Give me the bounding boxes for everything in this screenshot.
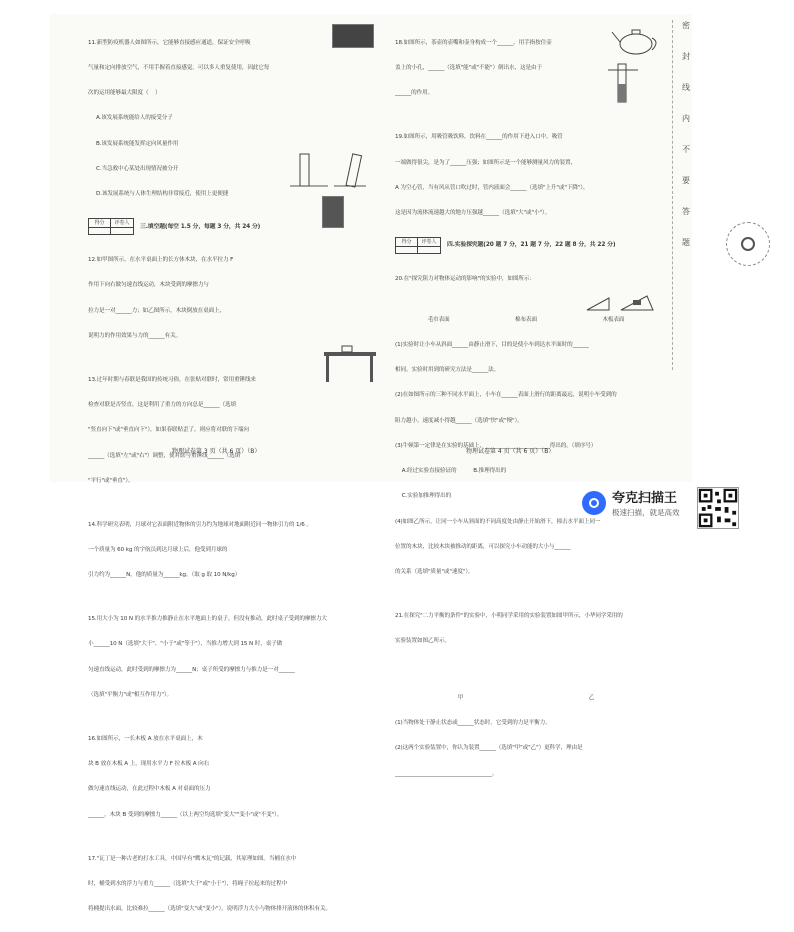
question-11-stem: 11.新型防疫机器人如图所示，它能够直接感应通道，保证安全呼吸 bbox=[88, 39, 251, 46]
binding-char: 线 bbox=[682, 83, 690, 92]
balance-figures bbox=[395, 662, 657, 702]
block-figure bbox=[288, 148, 368, 190]
binding-hole-icon bbox=[726, 222, 770, 266]
question-13-line: 检查对联是否竖直，这是利用了重力的方向总是______（选填 bbox=[88, 402, 237, 409]
question-17-stem: 17."瓦丁是一种古老的打水工具，中国早有"鹰木瓦"的记载，其原理如图。当桶在水中 bbox=[88, 855, 297, 862]
question-20-line: (2)在如图所示的三种不同水平面上，小车在______表面上滑行的距离最远，说明小车受到的 bbox=[395, 392, 617, 399]
question-20-line: 位置的木块，比较木块被推动的距离，可以探究小车动能的大小与______ bbox=[395, 543, 571, 550]
question-12-line: 作用下向右做匀速直线运动，木块受到的摩擦力与 bbox=[88, 282, 209, 289]
question-14-line: 一个质量为 60 kg 的宇航员到达月球上后，他受到月球的 bbox=[88, 546, 228, 553]
right-column bbox=[395, 22, 657, 797]
figure-label: 毛巾表面 bbox=[427, 316, 450, 323]
question-20-line: 相同。实验时用到的研究方法是______法。 bbox=[395, 367, 500, 374]
question-20-line: C.实验加推理得出的 bbox=[395, 493, 452, 500]
question-18-stem: 18.如图所示，茶壶的壶嘴和壶身构成一个______，用手指按住壶 bbox=[395, 39, 552, 46]
binding-char: 内 bbox=[682, 114, 690, 123]
question-16-stem: 16.如图所示，一长木板 A 放在水平桌面上，木 bbox=[88, 735, 203, 742]
question-21 bbox=[395, 595, 657, 795]
scanner-brand bbox=[582, 487, 680, 518]
question-11-line: 次的运用能够最大限度（ ） bbox=[88, 90, 161, 97]
section-title: 四.实验探究题(20 题 7 分，21 题 7 分，22 题 8 分，共 22 分) bbox=[447, 242, 616, 249]
option-b: B.该发展系统能发挥定向风量作用 bbox=[96, 140, 179, 147]
figure-label: 甲 bbox=[457, 695, 464, 702]
question-20-stem: 20.在"探究阻力对物体运动的影响"的实验中，如图所示： bbox=[395, 275, 535, 282]
binding-char: 不 bbox=[682, 145, 690, 154]
question-21-line: (1)当物体处于静止状态或______状态时，它受到的力是平衡力。 bbox=[395, 720, 551, 727]
binding-char: 封 bbox=[682, 52, 690, 61]
figure-label: 棉布表面 bbox=[515, 316, 537, 323]
question-13-line: "平行"或"垂直"）。 bbox=[88, 477, 134, 484]
robot-photo bbox=[332, 24, 374, 48]
question-19-line: 这是因为流体流速越大的地方压强越______（选填"大"或"小"）。 bbox=[395, 209, 551, 216]
qr-code-icon bbox=[697, 487, 739, 529]
question-19-line: 一端做得很尖，是为了______压强；如图所示是一个能够测量风力的装置， bbox=[395, 159, 576, 166]
page-footer-right: 物理试卷第 4 页（共 6 页）（B） bbox=[466, 448, 555, 455]
question-16-line: ______，木块 B 受到的摩擦力______（以上两空均选填"变大""变小"或"不变"）。 bbox=[88, 811, 283, 818]
binding-char: 答 bbox=[682, 207, 690, 216]
incline-cart-figure bbox=[585, 290, 655, 312]
question-20-line: 的关系（选填"质量"或"速度"）。 bbox=[395, 568, 474, 575]
question-15-stem: 15.用大小为 10 N 的水平推力推静止在水平地面上的桌子，但没有推动，此时桌子受到的摩擦力大 bbox=[88, 616, 327, 623]
question-20-line: 阻力越小，速度减小得越______（选填"快"或"慢"）。 bbox=[395, 417, 523, 424]
question-13-stem: 13.过年时期与春联是我国的传统习俗，在张贴对联时，常用重锤线来 bbox=[88, 376, 256, 383]
question-16-line: 块 B 放在木板 A 上，现用水平力 F 拉木板 A 向右 bbox=[88, 761, 210, 768]
section-4-header bbox=[395, 237, 657, 254]
question-19-line: A 为空心管，当有风从管口吹过时，管内液面会______（选填"上升"或"下降"）， bbox=[395, 184, 589, 191]
question-21-line: ____________________________________。 bbox=[395, 770, 498, 777]
binding-char: 题 bbox=[682, 238, 690, 247]
couplet-photo bbox=[322, 196, 344, 228]
question-12-line: 说明力的作用效果与力的______有关。 bbox=[88, 332, 182, 339]
section-title: 三.填空题(每空 1.5 分，每题 3 分，共 24 分) bbox=[140, 223, 261, 230]
question-13-line: "竖直向下"或"垂直向下"），如果春联贴歪了，则应将对联的下端向 bbox=[88, 427, 249, 434]
question-20-line: (1)实验时让小车从斜面______由静止滑下，目的是使小车到达水平面时的______ bbox=[395, 342, 589, 348]
binding-text bbox=[678, 10, 694, 360]
question-15-line: 小______10 N（选填"大于"、"小于"或"等于"），当推力增大到 15 N 时，桌子做 bbox=[88, 641, 283, 648]
question-13-line: ______（选填"左"或"右"）调整，使对联与重锤线______（选填 bbox=[88, 452, 241, 459]
question-15-line: 匀速直线运动，此时受到的摩擦力为______N；桌子所受的摩擦力与推力是一对______ bbox=[88, 666, 295, 673]
question-12-line: 拉力是一对______力；如乙图所示，木块倒放在桌面上， bbox=[88, 307, 226, 314]
question-15 bbox=[88, 598, 378, 716]
question-20-line: (4)如图乙所示，让同一小车从斜面的不同高度处由静止开始滑下，撞击水平面上同一 bbox=[395, 518, 601, 525]
question-20-line: A.经过实验直接验证的 B.推理得出的 bbox=[395, 468, 507, 475]
question-14 bbox=[88, 504, 378, 596]
question-11-line: 气量和定向排放空气，不用手握着直接感觉。可以多人重复使用，因此它每 bbox=[88, 65, 270, 72]
option-c: C.当急救中心某处出现情况被分开 bbox=[96, 165, 179, 172]
binding-char: 密 bbox=[682, 21, 690, 30]
score-label: 得分 bbox=[396, 238, 417, 247]
question-21-stem: 21.在探究"二力平衡的条件"的实验中，小明同学采用的实验装置如图甲所示，小华同学采用的 bbox=[395, 613, 623, 619]
question-15-line: （选填"平衡力"或"相互作用力"）。 bbox=[88, 691, 173, 698]
question-17-line: 将桶提出水面，比较难拉______（选填"变大"或"变小"），说明浮力大小与物体排开液体的体积有关。 bbox=[88, 906, 332, 913]
teapot-figure bbox=[612, 24, 660, 56]
grader-label: 评卷人 bbox=[111, 219, 133, 228]
binding-dashed-line bbox=[672, 20, 673, 370]
question-21-line: 实验装置如图乙所示。 bbox=[395, 638, 450, 645]
binding-char: 要 bbox=[682, 176, 690, 185]
wind-tube-figure bbox=[608, 62, 644, 104]
question-12 bbox=[88, 239, 378, 357]
question-18-line: ______的作用。 bbox=[395, 90, 434, 97]
quark-logo-icon bbox=[582, 491, 606, 515]
question-19-stem: 19.如图所示，用吸管吸饮料，饮料在______的作用下进入口中，吸管 bbox=[395, 134, 563, 141]
score-box bbox=[88, 218, 134, 235]
question-18-line: 盖上的小孔，______（选填"能"或"不能"）倒出水，这是由于 bbox=[395, 65, 542, 72]
option-a: A.该发展系统能给人的接受分子 bbox=[96, 115, 173, 122]
board-figure bbox=[320, 344, 380, 384]
question-16 bbox=[88, 718, 378, 836]
question-16-line: 做匀速直线运动，在此过程中木板 A 对桌面的压力 bbox=[88, 786, 211, 793]
question-14-line: 引力约为______N，他的质量为______kg。（取 g 取 10 N/kg） bbox=[88, 572, 241, 579]
figure-label: 木板表面 bbox=[602, 316, 625, 323]
figure-label: 乙 bbox=[588, 695, 595, 702]
question-17 bbox=[88, 838, 378, 930]
question-12-stem: 12.如甲图所示，在水平桌面上的长方体木块，在水平拉力 F bbox=[88, 257, 234, 264]
page-footer-left: 物理试卷第 3 页（共 6 页）（B） bbox=[172, 448, 261, 455]
scanner-slogan: 极速扫描，就是高效 bbox=[612, 508, 680, 517]
question-21-line: (2)这两个实验装置中，你认为装置______（选填"甲"或"乙"）更科学，理由是 bbox=[395, 745, 583, 752]
question-17-line: 时，桶受到水的浮力与重力______（选填"大于"或"小于"），将绳子拉起来的过程中 bbox=[88, 880, 288, 887]
scanner-app-name: 夸克扫描王 bbox=[612, 491, 678, 506]
question-20-line: (3)牛顿第一定律是在实验的基础上，________________________得出的。（填序号） bbox=[395, 442, 597, 449]
question-19 bbox=[395, 116, 657, 234]
score-label: 得分 bbox=[89, 219, 110, 228]
score-box bbox=[395, 237, 441, 254]
question-14-stem: 14.科学研究表明，月球对它表面附近物体的引力约为地球对地面附近同一物体引力的 1/6 。 bbox=[88, 521, 312, 528]
grader-label: 评卷人 bbox=[418, 238, 440, 247]
option-d: D.该发展系统与人体生理结构非常接近，使用上更便捷 bbox=[96, 191, 229, 198]
